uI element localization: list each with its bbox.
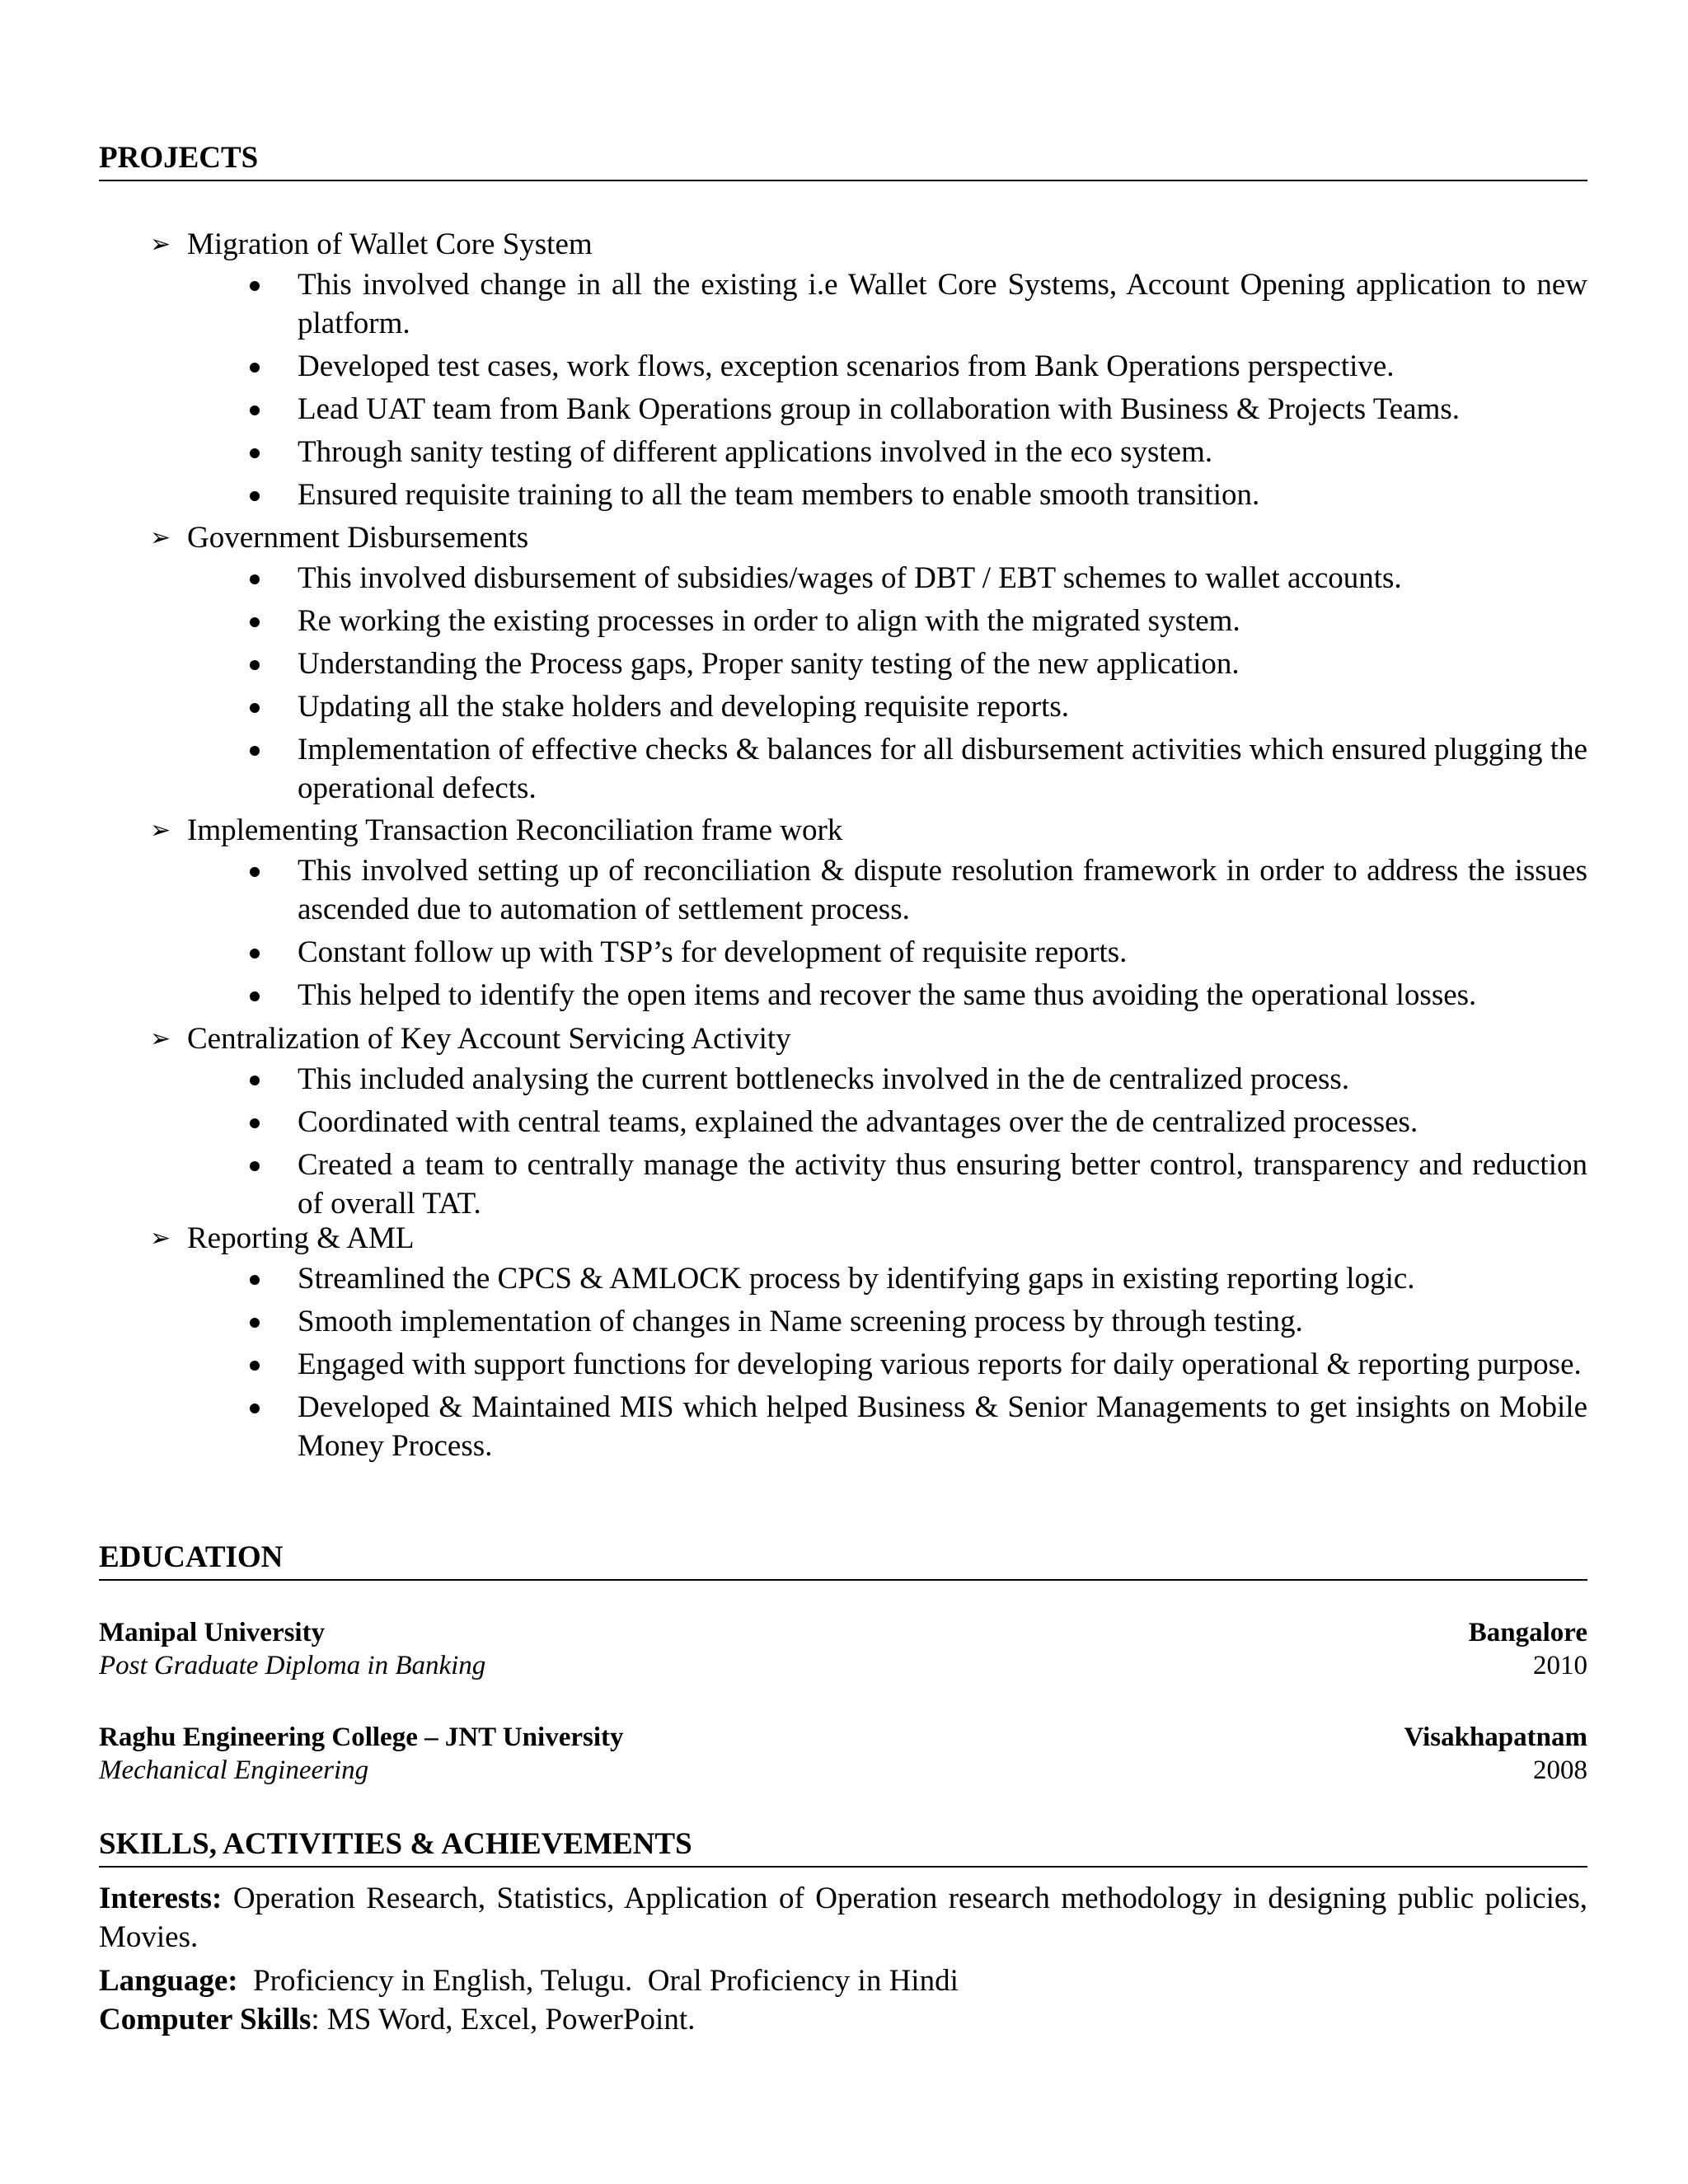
list-item: Through sanity testing of different applications involved in the eco system. xyxy=(99,433,1587,471)
arrow-bullet-icon: ➢ xyxy=(150,523,171,552)
project-bullets xyxy=(99,851,1587,1015)
bullet-dot-icon xyxy=(250,1318,260,1328)
bullet-dot-icon xyxy=(250,574,260,584)
project-wallet-migration xyxy=(99,224,1587,518)
list-item: This involved change in all the existing i.e Wallet Core Systems, Account Opening application to new platform. xyxy=(99,265,1587,343)
arrow-bullet-icon: ➢ xyxy=(150,816,171,845)
bullet-dot-icon xyxy=(250,448,260,458)
projects-rule xyxy=(99,180,1587,181)
arrow-bullet-icon: ➢ xyxy=(150,230,171,259)
projects-heading: PROJECTS xyxy=(99,141,259,175)
list-item: Engaged with support functions for developing various reports for daily operational & reporting purpose. xyxy=(99,1345,1587,1384)
skills-list xyxy=(99,1879,1587,2039)
bullet-dot-icon xyxy=(250,660,260,670)
school-location: Visakhapatnam xyxy=(1404,1722,1587,1752)
project-bullets xyxy=(99,1060,1587,1223)
project-title: ➢ Reporting & AML xyxy=(99,1218,1587,1259)
arrow-bullet-icon: ➢ xyxy=(150,1024,171,1053)
list-item: This helped to identify the open items and recover the same thus avoiding the operational losses. xyxy=(99,976,1587,1015)
project-title: ➢ Centralization of Key Account Servicing Activity xyxy=(99,1019,1587,1060)
list-item: Streamlined the CPCS & AMLOCK process by identifying gaps in existing reporting logic. xyxy=(99,1259,1587,1298)
bullet-dot-icon xyxy=(250,405,260,415)
skills-rule xyxy=(99,1866,1587,1868)
bullet-dot-icon xyxy=(250,363,260,373)
project-bullets xyxy=(99,559,1587,808)
bullet-dot-icon xyxy=(250,991,260,1001)
education-heading: EDUCATION xyxy=(99,1540,284,1574)
list-item: Understanding the Process gaps, Proper sanity testing of the new application. xyxy=(99,644,1587,683)
project-bullets xyxy=(99,1259,1587,1465)
list-item: Constant follow up with TSP’s for development of requisite reports. xyxy=(99,933,1587,972)
skill-language: Language: Proficiency in English, Telugu. Oral Proficiency in Hindi xyxy=(99,1964,959,1998)
arrow-bullet-icon: ➢ xyxy=(150,1224,171,1253)
project-title: ➢ Migration of Wallet Core System xyxy=(99,224,1587,265)
bullet-dot-icon xyxy=(250,281,260,291)
project-title: ➢ Government Disbursements xyxy=(99,518,1587,559)
list-item: Coordinated with central teams, explained the advantages over the de centralized processes. xyxy=(99,1103,1587,1141)
project-reconciliation-framework xyxy=(99,810,1587,1019)
list-item: This involved disbursement of subsidies/wages of DBT / EBT schemes to wallet accounts. xyxy=(99,559,1587,598)
bullet-dot-icon xyxy=(250,949,260,958)
school-name: Manipal University xyxy=(99,1618,326,1647)
education-rule xyxy=(99,1579,1587,1581)
list-item: This included analysing the current bottlenecks involved in the de centralized process. xyxy=(99,1060,1587,1099)
bullet-dot-icon xyxy=(250,703,260,713)
project-key-account-centralization xyxy=(99,1019,1587,1227)
project-bullets xyxy=(99,265,1587,514)
list-item: Updating all the stake holders and developing requisite reports. xyxy=(99,687,1587,726)
bullet-dot-icon xyxy=(250,746,260,756)
list-item: Ensured requisite training to all the team members to enable smooth transition. xyxy=(99,476,1587,514)
degree-name: Post Graduate Diploma in Banking xyxy=(99,1651,486,1680)
list-item: Re working the existing processes in order to align with the migrated system. xyxy=(99,602,1587,640)
list-item: Developed & Maintained MIS which helped Business & Senior Managements to get insights on Mobile Money Process. xyxy=(99,1388,1587,1465)
skill-interests: Interests: Operation Research, Statistics, Application of Operation research methodology in designing public policies, Movies. xyxy=(99,1882,1587,1954)
project-reporting-aml xyxy=(99,1218,1587,1469)
bullet-dot-icon xyxy=(250,1275,260,1285)
list-item: Smooth implementation of changes in Name screening process by through testing. xyxy=(99,1302,1587,1341)
bullet-dot-icon xyxy=(250,617,260,627)
list-item: Developed test cases, work flows, exception scenarios from Bank Operations perspective. xyxy=(99,347,1587,386)
bullet-dot-icon xyxy=(250,491,260,501)
bullet-dot-icon xyxy=(250,867,260,877)
project-title: ➢ Implementing Transaction Reconciliation frame work xyxy=(99,810,1587,851)
bullet-dot-icon xyxy=(250,1361,260,1371)
education-entry xyxy=(99,1615,1587,1690)
bullet-dot-icon xyxy=(250,1118,260,1128)
project-government-disbursements xyxy=(99,518,1587,812)
degree-name: Mechanical Engineering xyxy=(99,1755,369,1785)
list-item: This involved setting up of reconciliation & dispute resolution framework in order to address the issues ascended due to automation of settlement process. xyxy=(99,851,1587,929)
skills-heading: SKILLS, ACTIVITIES & ACHIEVEMENTS xyxy=(99,1827,692,1861)
bullet-dot-icon xyxy=(250,1161,260,1171)
school-name: Raghu Engineering College – JNT University xyxy=(99,1722,624,1752)
bullet-dot-icon xyxy=(250,1404,260,1413)
school-location: Bangalore xyxy=(1468,1618,1587,1647)
list-item: Lead UAT team from Bank Operations group in collaboration with Business & Projects Teams. xyxy=(99,390,1587,429)
list-item: Created a team to centrally manage the activity thus ensuring better control, transparency and reduction of overall TAT. xyxy=(99,1146,1587,1223)
bullet-dot-icon xyxy=(250,1076,260,1085)
graduation-year: 2008 xyxy=(1533,1755,1587,1785)
education-entry xyxy=(99,1720,1587,1794)
graduation-year: 2010 xyxy=(1533,1651,1587,1680)
skill-computer: Computer Skills: MS Word, Excel, PowerPoint. xyxy=(99,2003,696,2036)
list-item: Implementation of effective checks & balances for all disbursement activities which ensured plugging the operational defects. xyxy=(99,730,1587,808)
